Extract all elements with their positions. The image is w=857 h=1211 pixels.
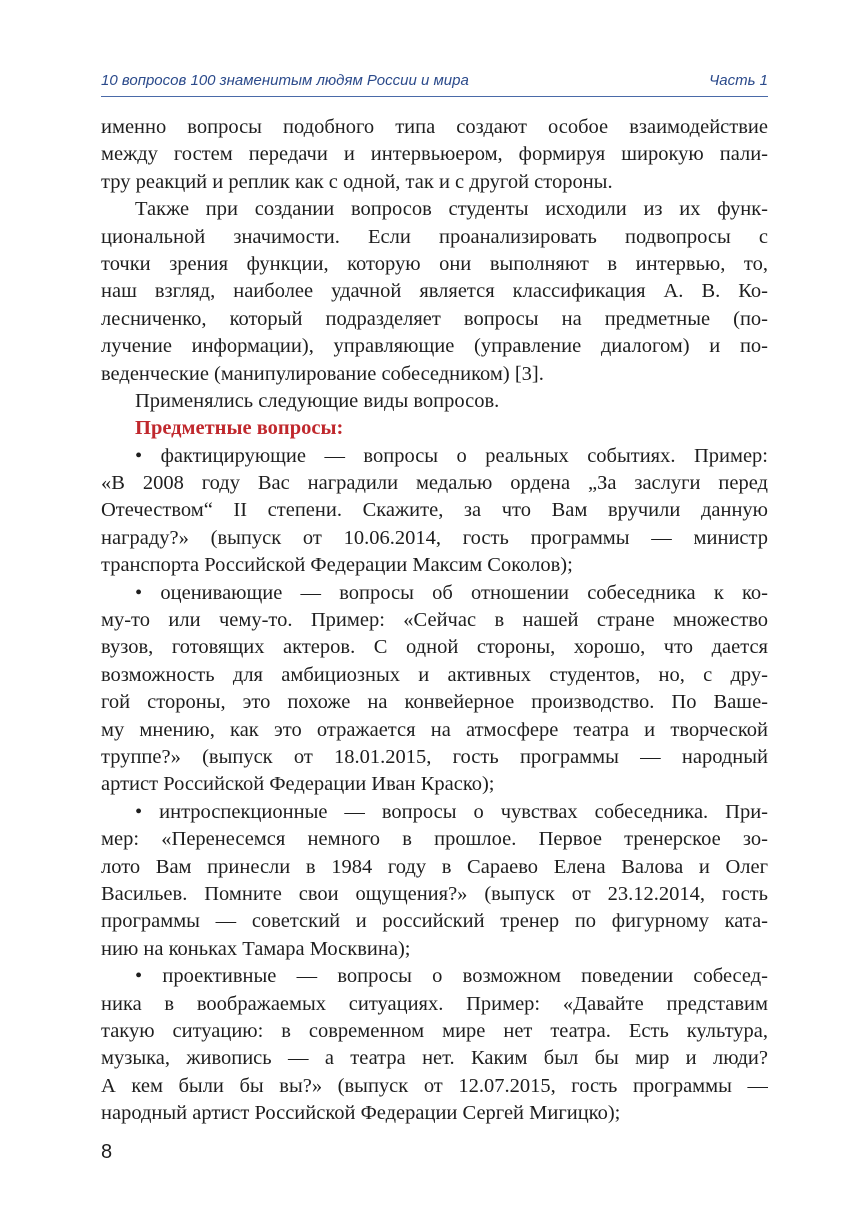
text-line: мер: «Перенесемся немного в прошлое. Первое тренерское зо-: [101, 828, 768, 851]
header-part-label: Часть 1: [709, 72, 768, 89]
running-header: [101, 70, 768, 94]
text-line: • интроспекционные — вопросы о чувствах собеседника. При-: [135, 800, 768, 823]
section-heading-text: Предметные вопросы:: [135, 417, 344, 440]
text-line: музыка, живопись — а театра нет. Каким был бы мир и люди?: [101, 1047, 768, 1070]
text-line: народный артист Российской Федерации Сергей Мигицко);: [101, 1102, 621, 1125]
list-item-evaluative: [101, 580, 768, 799]
text-line: гой стороны, это похоже на конвейерное производство. По Ваше-: [101, 691, 768, 714]
text-line: му мнению, как это отражается на атмосфере театра и творческой: [101, 718, 768, 741]
text-line: лесниченко, который подразделяет вопросы на предметные (по-: [101, 307, 768, 330]
text-line: тру реакций и реплик как с одной, так и с другой стороны.: [101, 170, 613, 193]
text-line: нию на коньках Тамара Москвина);: [101, 937, 411, 960]
text-line: му-то или чему-то. Пример: «Сейчас в нашей стране множество: [101, 609, 768, 632]
text-line: транспорта Российской Федерации Максим Соколов);: [101, 554, 573, 577]
text-line: Отечеством“ II степени. Скажите, за что Вам вручили данную: [101, 499, 768, 522]
text-line: программы — советский и российский тренер по фигурному ката-: [101, 910, 768, 933]
text-line: ника в воображаемых ситуациях. Пример: «Давайте представим: [101, 992, 768, 1015]
paragraph-question-functions: [101, 196, 768, 388]
list-item-factual: [101, 443, 768, 580]
text-line: А кем были бы вы?» (выпуск от 12.07.2015, гость программы —: [101, 1074, 768, 1097]
text-line: веденческие (манипулирование собеседником) [3].: [101, 362, 544, 385]
text-line: лото Вам принесли в 1984 году в Сараево Елена Валова и Олег: [101, 855, 768, 878]
text-line: «В 2008 году Вас наградили медалью ордена „За заслуги перед: [101, 472, 768, 495]
list-item-introspective: [101, 799, 768, 963]
text-line: именно вопросы подобного типа создают особое взаимодействие: [101, 116, 768, 138]
text-line: • фактицирующие — вопросы о реальных событиях. Пример:: [135, 444, 768, 467]
text-line: Васильев. Помните свои ощущения?» (выпуск от 23.12.2014, гость: [101, 882, 768, 905]
text-line: • оценивающие — вопросы об отношении собеседника к ко-: [135, 581, 768, 604]
text-line: циональной значимости. Если проанализировать подвопросы с: [101, 225, 768, 248]
text-line: наш взгляд, наиболее удачной является классификация А. В. Ко-: [101, 280, 768, 303]
text-line: награду?» (выпуск от 10.06.2014, гость программы — министр: [101, 526, 768, 549]
text-line: • проективные — вопросы о возможном поведении собесед-: [135, 965, 768, 988]
header-book-title: 10 вопросов 100 знаменитым людям России и мира: [101, 72, 469, 89]
text-line: Применялись следующие виды вопросов.: [135, 389, 500, 412]
text-line: между гостем передачи и интервьюером, формируя широкую пали-: [101, 143, 768, 166]
text-line: Также при создании вопросов студенты исходили из их функ-: [135, 198, 768, 221]
paragraph-continuation: [101, 114, 768, 196]
paragraph-intro: [101, 388, 768, 415]
text-line: артист Российской Федерации Иван Краско);: [101, 773, 495, 796]
text-line: точки зрения функции, которую они выполняют в интервью, то,: [101, 252, 768, 275]
text-line: возможность для амбициозных и активных студентов, но, с дру-: [101, 663, 768, 686]
body-text: [101, 114, 768, 1127]
section-heading: [101, 415, 768, 442]
text-line: такую ситуацию: в современном мире нет театра. Есть культура,: [101, 1019, 768, 1042]
text-line: лучение информации), управляющие (управление диалогом) и по-: [101, 335, 768, 358]
page-number: 8: [101, 1141, 113, 1163]
text-line: вузов, готовящих актеров. С одной стороны, хорошо, что дается: [101, 636, 768, 659]
header-divider: [101, 96, 768, 97]
text-line: труппе?» (выпуск от 18.01.2015, гость программы — народный: [101, 745, 768, 768]
list-item-projective: [101, 963, 768, 1127]
